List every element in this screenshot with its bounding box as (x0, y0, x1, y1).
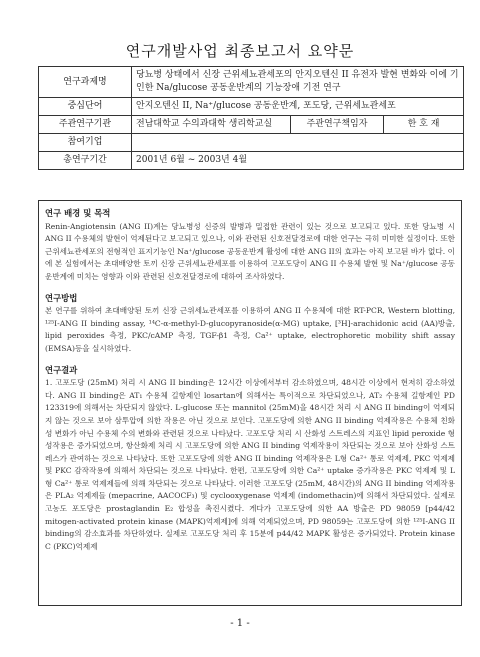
results-heading: 연구결과 (45, 364, 78, 375)
table-row (39, 152, 464, 170)
org-label: 주관연구기관 (39, 116, 132, 134)
partner-label: 참여기업 (39, 134, 132, 152)
period-value: 2001년 6월 ~ 2003년 4월 (132, 152, 464, 170)
table-row (39, 98, 464, 116)
methods-text: 본 연구를 위하여 초대배양된 토끼 신장 근위세뇨관세포를 이용하여 ANG II 수용체에 대한 RT-PCR, Western blotting, ¹²⁵I-ANG II binding assay, ¹⁴C-α-methyl-D-glucopyranoside(α-MG) uptake, [³H]-arachidonic acid (AA)방출, lipid peroxides 측정, PKC/cAMP 측정, TGF-β1 측정, Ca²⁺ uptake, electrophoretic mobility shift assay (EMSA)등을 실시하였다. (45, 306, 455, 353)
table-row (39, 67, 464, 98)
project-value: 당뇨병 상태에서 신장 근위세뇨관세포의 안지오텐신 II 유전자 발현 변화와 이에 기인한 Na/glucose 공동운반계의 기능장애 기전 연구 (132, 67, 464, 98)
summary-body (38, 200, 462, 606)
partner-value (132, 134, 464, 152)
lead-label: 주관연구책임자 (291, 116, 384, 134)
background-text: Renin-Angiotensin (ANG II)계는 당뇨병성 신증의 발병과 밀접한 관련이 있는 것으로 보고되고 있다. 또한 당뇨병 시 ANG II 수용체의 발현이 억제된다고 보고되고 있으나, 이와 관련된 신호전달경로에 대한 연구는 극히 미미한 실정이다. 또한 근위세뇨관세포의 전형적인 표지기능인 Na⁺/glucose 공동운반계 활성에 대한 ANG II의 효과는 아직 보고된 바가 없다. 이에 본 실험에서는 초대배양한 토끼 신장 근위세뇨관세포를 이용하여 고포도당이 ANG II 수용체 발현 및 Na⁺/glucose 공동운반계에 미치는 영향과 이와 관련된 신호전달경로에 대하여 조사하였다. (45, 221, 455, 281)
background-heading: 연구 배경 및 목적 (45, 208, 111, 218)
summary-info-table (38, 66, 464, 170)
org-value: 전남대학교 수의과대학 생리학교실 (132, 116, 291, 134)
period-label: 총연구기간 (39, 152, 132, 170)
document-title: 연구개발사업 최종보고서 요약문 (125, 42, 355, 60)
table-row (39, 116, 464, 134)
keywords-value: 안지오텐신 II, Na⁺/glucose 공동운반계, 포도당, 근위세뇨관세포 (132, 98, 464, 116)
keywords-label: 중심단어 (39, 98, 132, 116)
project-label: 연구과제명 (39, 67, 132, 98)
methods-heading: 연구방법 (45, 292, 78, 303)
table-row (39, 134, 464, 152)
page-number: - 1 - (230, 618, 250, 629)
lead-value: 한 호 재 (384, 116, 464, 134)
results-text: 1. 고포도당 (25mM) 처리 시 ANG II binding은 12시간 이상에서부터 감소하였으며, 48시간 이상에서 현저히 감소하였다. ANG II binding은 AT₁ 수용체 길항제인 losartan에 의해서는 특이적으로 차단되었으나, AT₂ 수용체 길항제인 PD 123319에 의해서는 차단되지 않았다. L-glucose 또는 mannitol (25mM)을 48시간 처리 시 ANG II binding이 억제되지 않는 것으로 보아 삼투압에 의한 작용은 아닌 것으로 보인다. 고포도당에 의한 ANG II binding 억제작용은 수용체 친화성 변화가 아닌 수용체 수의 변화와 관련된 것으로 나타났다. 고포도당 처리 시 산화성 스트레스의 지표인 lipid peroxide 형성작용은 증가되었으며, 항산화제 처리 시 고포도당에 의한 ANG II binding 억제작용이 차단되는 것으로 보아 산화성 스트레스가 관여하는 것으로 나타났다. 또한 고포도당에 의한 ANG II binding 억제작용은 L형 Ca²⁺ 통로 억제제, PKC 억제제 및 PKC 감작작용에 의해서 차단되는 것으로 나타났다. 한편, 고포도당에 의한 Ca²⁺ uptake 증가작용은 PKC 억제제 및 L형 Ca²⁺ 통로 억제제들에 의해 차단되는 것으로 나타났다. 이러한 고포도당 (25mM, 48시간)의 ANG II binding 억제작용은 PLA₂ 억제제들 (mepacrine, AACOCF₃) 및 cyclooxygenase 억제제 (indomethacin)에 의해서 차단되었다. 실제로 고농도 포도당은 prostaglandin E₂ 합성을 촉진시켰다. 게다가 고포도당에 의한 AA 방출은 PD 98059 [p44/42 mitogen-activated protein kinase (MAPK)억제제]에 의해 억제되었으며, PD 98059는 고포도당에 의한 ¹²⁵I-ANG II binding의 감소효과를 차단하였다. 실제로 고포도당 처리 후 15분에 p44/42 MAPK 활성은 증가되었다. Protein kinase C (PKC)억제제 (45, 378, 455, 551)
